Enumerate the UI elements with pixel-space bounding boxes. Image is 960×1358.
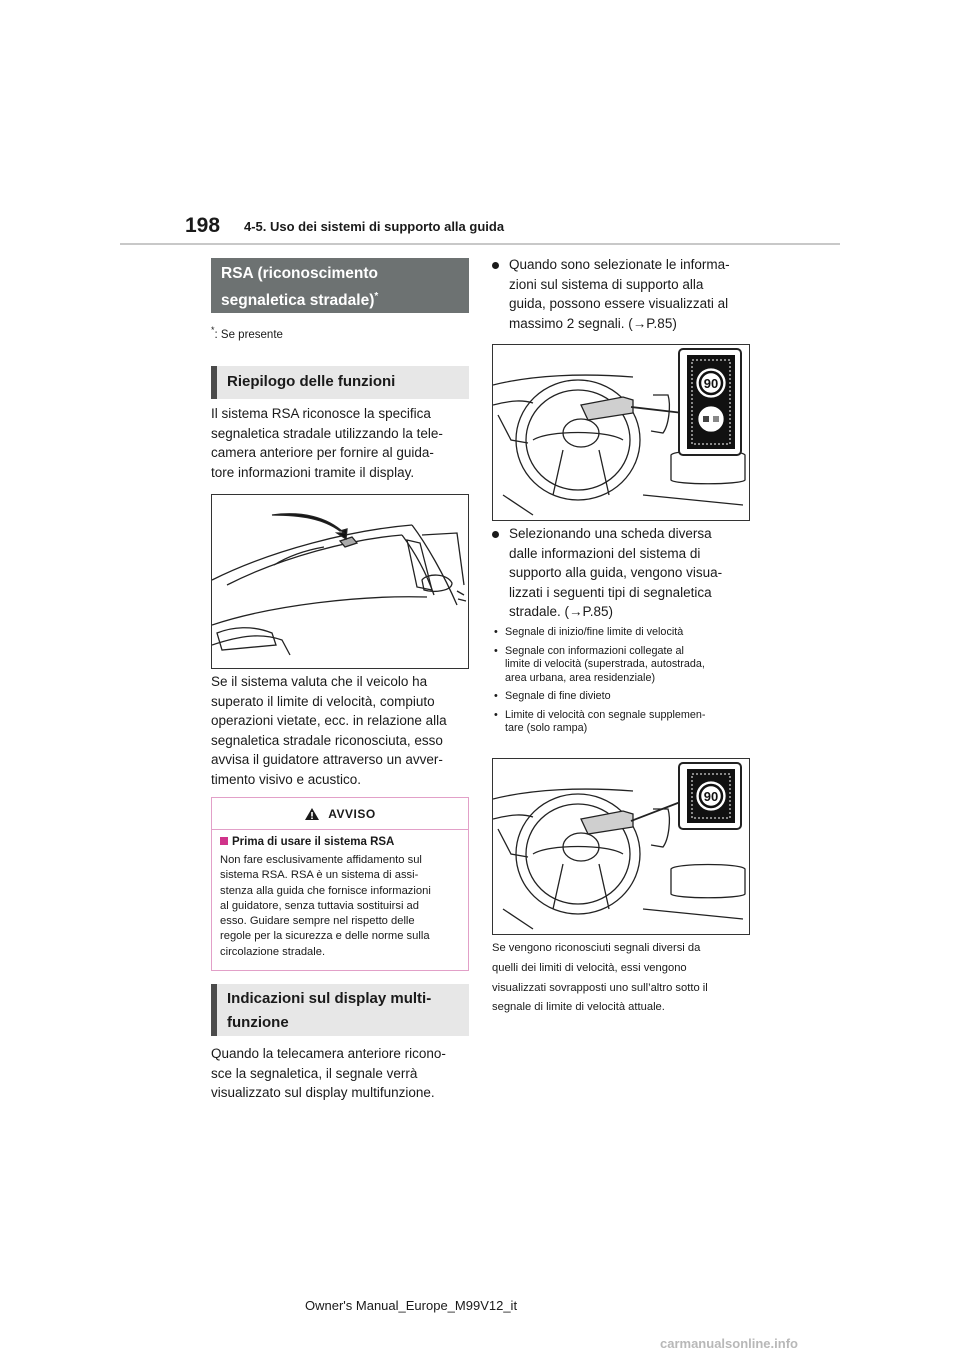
watermark: carmanualsonline.info	[660, 1336, 798, 1351]
figure-caption: Se vengono riconosciuti segnali diversi da quelli dei limiti di velocità, essi vengono visualizzati sovrapposti uno sull’altro sotto il segnale di limite di velocità attuale.	[492, 942, 708, 1014]
summary-detail: Se il sistema valuta che il veicolo ha superato il limite di velocità, compiuto operazioni vietate, ecc. in relazione alla segnaletica stradale riconosciuta, esso avvisa il guidatore attraverso un avver- timento visivo e acustico.	[211, 674, 447, 787]
summary-heading: Riepilogo delle funzioni	[211, 366, 469, 399]
banner-footnote-mark: *	[374, 291, 379, 302]
speed-sign-value: 90	[703, 789, 719, 804]
list-item: • Limite di velocità con segnale supplemen- tare (solo rampa)	[492, 709, 754, 736]
bullet-dot	[492, 531, 499, 538]
footer-text: Owner's Manual_Europe_M99V12_it	[305, 1298, 518, 1313]
square-bullet-icon	[220, 837, 228, 845]
summary-intro: Il sistema RSA riconosce la specifica segnaletica stradale utilizzando la tele- camera anteriore per fornire al guida- tore informazioni tramite il display.	[211, 406, 443, 480]
warning-box	[211, 797, 469, 971]
bullet-sign-types: Selezionando una scheda diversa dalle informazioni del sistema di supporto alla guida, vengono visua- lizzati i seguenti tipi di segnaletica stradale. (→P.85)	[492, 524, 754, 622]
warning-label: AVVISO	[328, 806, 376, 821]
list-item: • Segnale di inizio/fine limite di velocità	[492, 626, 754, 640]
list-item: • Segnale con informazioni collegate al limite di velocità (superstrada, autostrada, area urbana, area residenziale)	[492, 645, 754, 686]
warning-header	[212, 798, 468, 830]
banner-line-2: segnaletica stradale)*	[221, 291, 379, 310]
bullet-dot	[492, 262, 499, 269]
bullet-two-signs: Quando sono selezionate le informa- zioni sul sistema di supporto alla guida, possono essere visualizzati al massimo 2 segnali. (→P.85)	[492, 255, 754, 333]
display-text: Quando la telecamera anteriore ricono- sce la segnaletica, il segnale verrà visualizzato sul display multifunzione.	[211, 1046, 446, 1100]
dashboard-one-sign-figure	[492, 758, 750, 935]
header-rule	[120, 243, 840, 245]
windshield-camera-figure	[211, 494, 469, 669]
sign-types-list	[492, 626, 754, 741]
display-heading: Indicazioni sul display multi- funzione	[211, 984, 469, 1036]
page-number: 198	[185, 214, 221, 237]
banner-line-1: RSA (riconoscimento	[221, 265, 379, 282]
warning-triangle-icon	[304, 807, 320, 821]
rsa-banner	[211, 258, 469, 313]
section-title: 4-5. Uso dei sistemi di supporto alla guida	[244, 219, 505, 234]
speed-sign-value: 90	[703, 376, 719, 391]
list-item: • Segnale di fine divieto	[492, 690, 754, 704]
dashboard-two-signs-figure	[492, 344, 750, 521]
footnote: *: Se presente	[211, 325, 283, 341]
warning-subtitle: Prima di usare il sistema RSA	[220, 834, 460, 851]
warning-text: Non fare esclusivamente affidamento sul sistema RSA. RSA è un sistema di assi- stenza alla guida che fornisce informazioni al guidatore, senza tuttavia sostituirsi ad esso. Guidare sempre nel rispetto delle regole per la sicurezza e delle norme sulla circolazione stradale.	[220, 854, 431, 958]
